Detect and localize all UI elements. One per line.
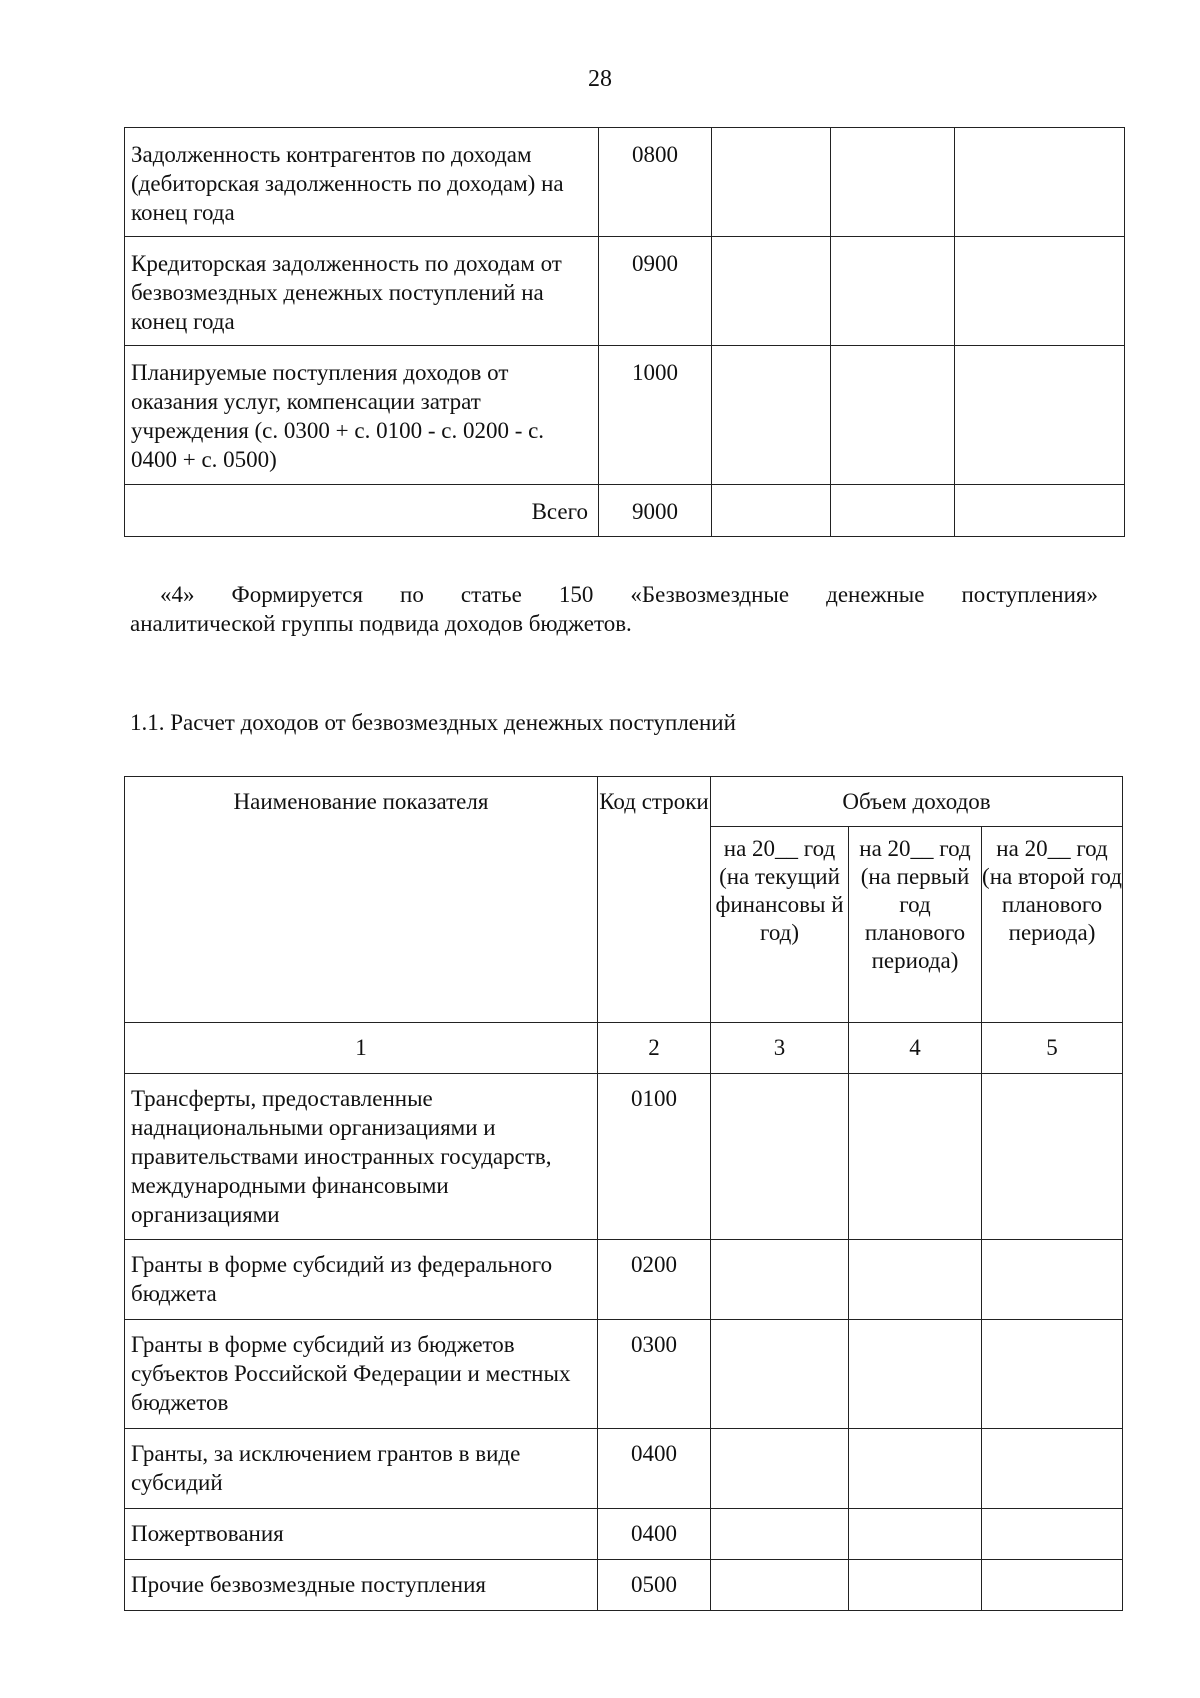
total-code: 9000 xyxy=(599,485,712,537)
row-code: 0800 xyxy=(599,128,712,237)
header-code: Код строки xyxy=(598,777,711,1023)
value-cell xyxy=(711,1429,849,1509)
row-code: 0900 xyxy=(599,237,712,346)
row-code: 1000 xyxy=(599,346,712,485)
value-cell xyxy=(849,1429,982,1509)
row-code: 0300 xyxy=(598,1320,711,1429)
row-name: Кредиторская задолженность по доходам от безвозмездных денежных поступлений на конец года xyxy=(125,237,599,346)
value-cell xyxy=(849,1509,982,1560)
value-cell xyxy=(712,128,831,237)
value-cell xyxy=(711,1509,849,1560)
value-cell xyxy=(831,485,955,537)
value-cell xyxy=(982,1429,1123,1509)
value-cell xyxy=(831,128,955,237)
total-label: Всего xyxy=(125,485,599,537)
header-name: Наименование показателя xyxy=(125,777,598,1023)
column-number: 3 xyxy=(711,1023,849,1074)
table-row xyxy=(125,1509,1123,1560)
row-name: Гранты в форме субсидий из бюджетов субъектов Российской Федерации и местных бюджетов xyxy=(125,1320,598,1429)
table-row xyxy=(125,346,1125,485)
footnote xyxy=(130,580,1098,638)
row-code: 0100 xyxy=(598,1074,711,1240)
column-number: 2 xyxy=(598,1023,711,1074)
value-cell xyxy=(849,1240,982,1320)
row-code: 0200 xyxy=(598,1240,711,1320)
value-cell xyxy=(955,346,1125,485)
value-cell xyxy=(955,485,1125,537)
section-heading: 1.1. Расчет доходов от безвозмездных денежных поступлений xyxy=(130,710,736,735)
row-name: Прочие безвозмездные поступления xyxy=(125,1560,598,1611)
value-cell xyxy=(712,346,831,485)
row-name: Гранты, за исключением грантов в виде субсидий xyxy=(125,1429,598,1509)
value-cell xyxy=(982,1074,1123,1240)
gratuitous-income-table xyxy=(124,776,1123,1611)
header-year-first-plan: на 20__ год (на первый год планового периода) xyxy=(849,827,982,1023)
table-row xyxy=(125,1074,1123,1240)
row-name: Трансферты, предоставленные наднациональными организациями и правительствами иностранных государств, международными финансовыми организациями xyxy=(125,1074,598,1240)
value-cell xyxy=(712,485,831,537)
header-year-second-plan: на 20__ год (на второй год планового периода) xyxy=(982,827,1123,1023)
value-cell xyxy=(711,1320,849,1429)
header-volume: Объем доходов xyxy=(711,777,1123,827)
column-number: 4 xyxy=(849,1023,982,1074)
row-code: 0500 xyxy=(598,1560,711,1611)
footnote-line-2: аналитической группы подвида доходов бюджетов. xyxy=(130,611,632,636)
table-row xyxy=(125,237,1125,346)
income-summary-table xyxy=(124,127,1125,537)
table-row xyxy=(125,1240,1123,1320)
value-cell xyxy=(711,1240,849,1320)
value-cell xyxy=(711,1074,849,1240)
header-row xyxy=(125,777,1123,827)
table-row xyxy=(125,1320,1123,1429)
table-row xyxy=(125,1560,1123,1611)
value-cell xyxy=(955,237,1125,346)
value-cell xyxy=(982,1560,1123,1611)
value-cell xyxy=(955,128,1125,237)
value-cell xyxy=(831,237,955,346)
row-code: 0400 xyxy=(598,1429,711,1509)
value-cell xyxy=(831,346,955,485)
value-cell xyxy=(849,1074,982,1240)
header-year-current: на 20__ год (на текущий финансовы й год) xyxy=(711,827,849,1023)
value-cell xyxy=(849,1560,982,1611)
row-name: Пожертвования xyxy=(125,1509,598,1560)
row-name: Планируемые поступления доходов от оказания услуг, компенсации затрат учреждения (с. 0300 + с. 0100 - с. 0200 - с. 0400 + с. 0500) xyxy=(125,346,599,485)
column-number: 5 xyxy=(982,1023,1123,1074)
value-cell xyxy=(711,1560,849,1611)
value-cell xyxy=(982,1320,1123,1429)
table-row xyxy=(125,1429,1123,1509)
value-cell xyxy=(982,1509,1123,1560)
value-cell xyxy=(849,1320,982,1429)
row-code: 0400 xyxy=(598,1509,711,1560)
column-number-row xyxy=(125,1023,1123,1074)
page-number: 28 xyxy=(588,66,612,92)
value-cell xyxy=(712,237,831,346)
footnote-line-1: «4» Формируется по статье 150 «Безвозмездные денежные поступления» xyxy=(160,582,1098,607)
value-cell xyxy=(982,1240,1123,1320)
table-row xyxy=(125,128,1125,237)
row-name: Гранты в форме субсидий из федерального бюджета xyxy=(125,1240,598,1320)
row-name: Задолженность контрагентов по доходам (дебиторская задолженность по доходам) на конец года xyxy=(125,128,599,237)
total-row xyxy=(125,485,1125,537)
column-number: 1 xyxy=(125,1023,598,1074)
